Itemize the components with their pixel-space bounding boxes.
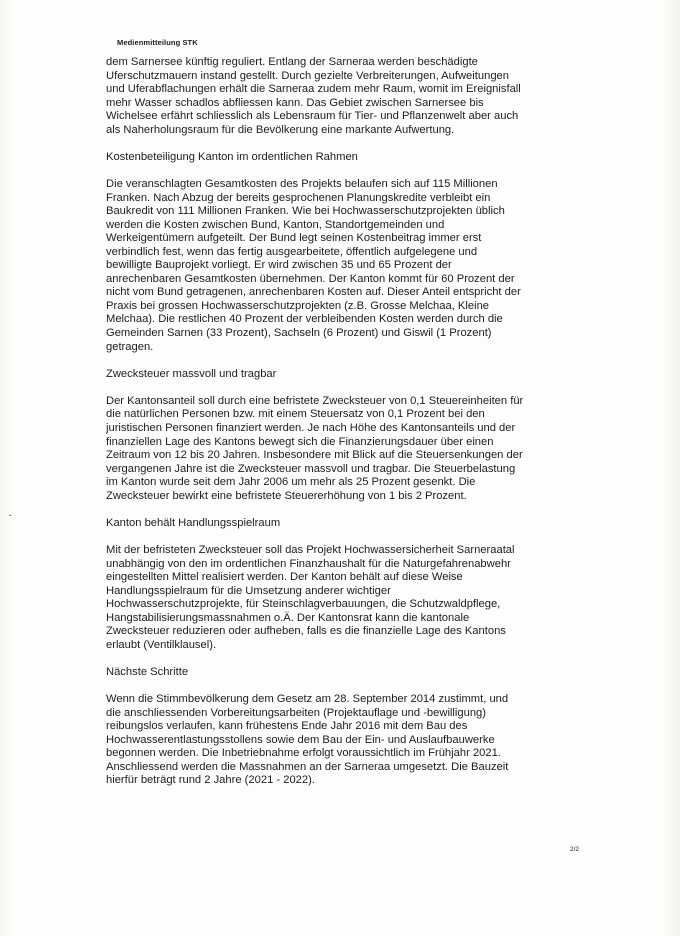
text-line: Zwecksteuer bewirkt eine befristete Steuererhöhung von 1 bis 2 Prozent. xyxy=(106,489,467,502)
text-line: begonnen werden. Die Inbetriebnahme erfolgt voraussichtlich im Frühjahr 2021. xyxy=(106,747,501,760)
text-line: Zwecksteuer reduzieren oder aufheben, falls es die finanzielle Lage des Kantons xyxy=(106,625,506,638)
text-line: hierfür beträgt rund 2 Jahre (2021 - 2022). xyxy=(106,774,315,787)
text-line: reibungslos verlaufen, kann frühestens Ende Jahr 2016 mit dem Bau des xyxy=(106,720,468,733)
text-line: im Kanton wurde seit dem Jahr 2006 um mehr als 25 Prozent gesenkt. Die xyxy=(106,476,476,489)
text-line: Der Kantonsanteil soll durch eine befristete Zwecksteuer von 0,1 Steuereinheiten für xyxy=(106,394,524,407)
text-line: nicht vom Bund getragenen, anrechenbaren Kosten auf. Dieser Anteil entspricht der xyxy=(106,286,521,299)
text-line: die anschliessenden Vorbereitungsarbeiten (Projektauflage und -bewilligung) xyxy=(106,706,486,719)
paragraph xyxy=(106,395,594,503)
text-line: Werkeigentümern aufgeteilt. Der Bund legt seinen Kostenbeitrag immer erst xyxy=(106,232,482,245)
text-line: verbindlich fest, wenn das fertig ausgearbeitete, öffentlich aufgelegene und xyxy=(106,245,478,258)
text-line: bewilligte Bauprojekt vorliegt. Er wird zwischen 35 und 65 Prozent der xyxy=(106,259,452,272)
text-line: unabhängig von den im ordentlichen Finanzhaushalt für die Naturgefahrenabwehr xyxy=(106,557,511,570)
text-line: Die veranschlagten Gesamtkosten des Projekts belaufen sich auf 115 Millionen xyxy=(106,178,498,191)
text-line: finanziellen Lage des Kantons bewegt sich die Finanzierungsdauer über einen xyxy=(106,435,494,448)
text-line: Praxis bei grossen Hochwasserschutzprojekten (z.B. Grosse Melchaa, Kleine xyxy=(106,299,490,312)
text-line: Wichelsee erfährt schliesslich als Lebensraum für Tier- und Pflanzenwelt aber auch xyxy=(106,110,519,123)
paragraph xyxy=(106,544,594,652)
text-line: Hochwasserschutzprojekte, für Steinschlagverbauungen, die Schutzwaldpflege, xyxy=(106,598,501,611)
text-line: Mit der befristeten Zwecksteuer soll das Projekt Hochwassersicherheit Sarneraatal xyxy=(106,543,515,556)
text-line: Gemeinden Sarnen (33 Prozent), Sachseln (6 Prozent) und Giswil (1 Prozent) xyxy=(106,327,492,340)
text-line: Hangstabilisierungsmassnahmen o.Ä. Der Kantonsrat kann die kantonale xyxy=(106,611,470,624)
text-line: juristischen Personen finanziert werden. Je nach Höhe des Kantonsanteils und der xyxy=(106,421,516,434)
text-line: Melchaa). Die restlichen 40 Prozent der verbleibenden Kosten werden durch die xyxy=(106,313,503,326)
page-number: 2/2 xyxy=(570,846,580,853)
text-line: und Uferabflachungen erhält die Sarneraa zudem mehr Raum, womit im Ereignisfall xyxy=(106,83,521,96)
text-line: erlaubt (Ventilklausel). xyxy=(106,638,217,651)
document-body xyxy=(106,56,594,802)
text-line: dem Sarnersee künftig reguliert. Entlang der Sarneraa werden beschädigte xyxy=(106,56,478,68)
text-line: als Naherholungsraum für die Bevölkerung eine markante Aufwertung. xyxy=(106,123,455,136)
scan-margin-mark xyxy=(9,515,11,516)
text-line: anrechenbaren Gesamtkosten übernehmen. Der Kanton kommt für 60 Prozent der xyxy=(106,272,515,285)
section-heading: Kanton behält Handlungsspielraum xyxy=(106,516,281,529)
text-line: mehr Wasser schadlos abfliessen kann. Das Gebiet zwischen Sarnersee bis xyxy=(106,96,484,109)
text-line: Wenn die Stimmbevölkerung dem Gesetz am 28. September 2014 zustimmt, und xyxy=(106,693,509,706)
text-line: die natürlichen Personen bzw. mit einem Steuersatz von 0,1 Prozent bei den xyxy=(106,408,485,421)
text-line: vergangenen Jahre ist die Zwecksteuer massvoll und tragbar. Die Steuerbelastung xyxy=(106,462,516,475)
paragraph xyxy=(106,56,594,137)
text-line: Handlungsspielraum für die Umsetzung anderer wichtiger xyxy=(106,584,391,597)
section-heading: Kostenbeteiligung Kanton im ordentlichen Rahmen xyxy=(106,150,358,163)
text-line: Anschliessend werden die Massnahmen an der Sarneraa umgesetzt. Die Bauzeit xyxy=(106,760,509,773)
text-line: Uferschutzmauern instand gestellt. Durch gezielte Verbreiterungen, Aufweitungen xyxy=(106,69,509,82)
text-line: Franken. Nach Abzug der bereits gesprochenen Planungskredite verbleibt ein xyxy=(106,191,491,204)
text-line: Hochwasserentlastungsstollens sowie dem Bau der Ein- und Auslaufbauwerke xyxy=(106,733,495,746)
text-line: werden die Kosten zwischen Bund, Kanton, Standortgemeinden und xyxy=(106,218,445,231)
section-heading: Nächste Schritte xyxy=(106,665,189,678)
text-line: Zeitraum von 12 bis 20 Jahren. Insbesondere mit Blick auf die Steuersenkungen der xyxy=(106,449,523,462)
text-line: getragen. xyxy=(106,340,154,353)
paragraph xyxy=(106,693,594,788)
text-line: eingestellten Mittel realisiert werden. Der Kanton behält auf diese Weise xyxy=(106,571,463,584)
paragraph xyxy=(106,178,594,354)
section-heading: Zwecksteuer massvoll und tragbar xyxy=(106,367,277,380)
text-line: Baukredit von 111 Millionen Franken. Wie bei Hochwasserschutzprojekten üblich xyxy=(106,205,505,218)
document-header: Medienmitteilung STK xyxy=(117,38,198,47)
